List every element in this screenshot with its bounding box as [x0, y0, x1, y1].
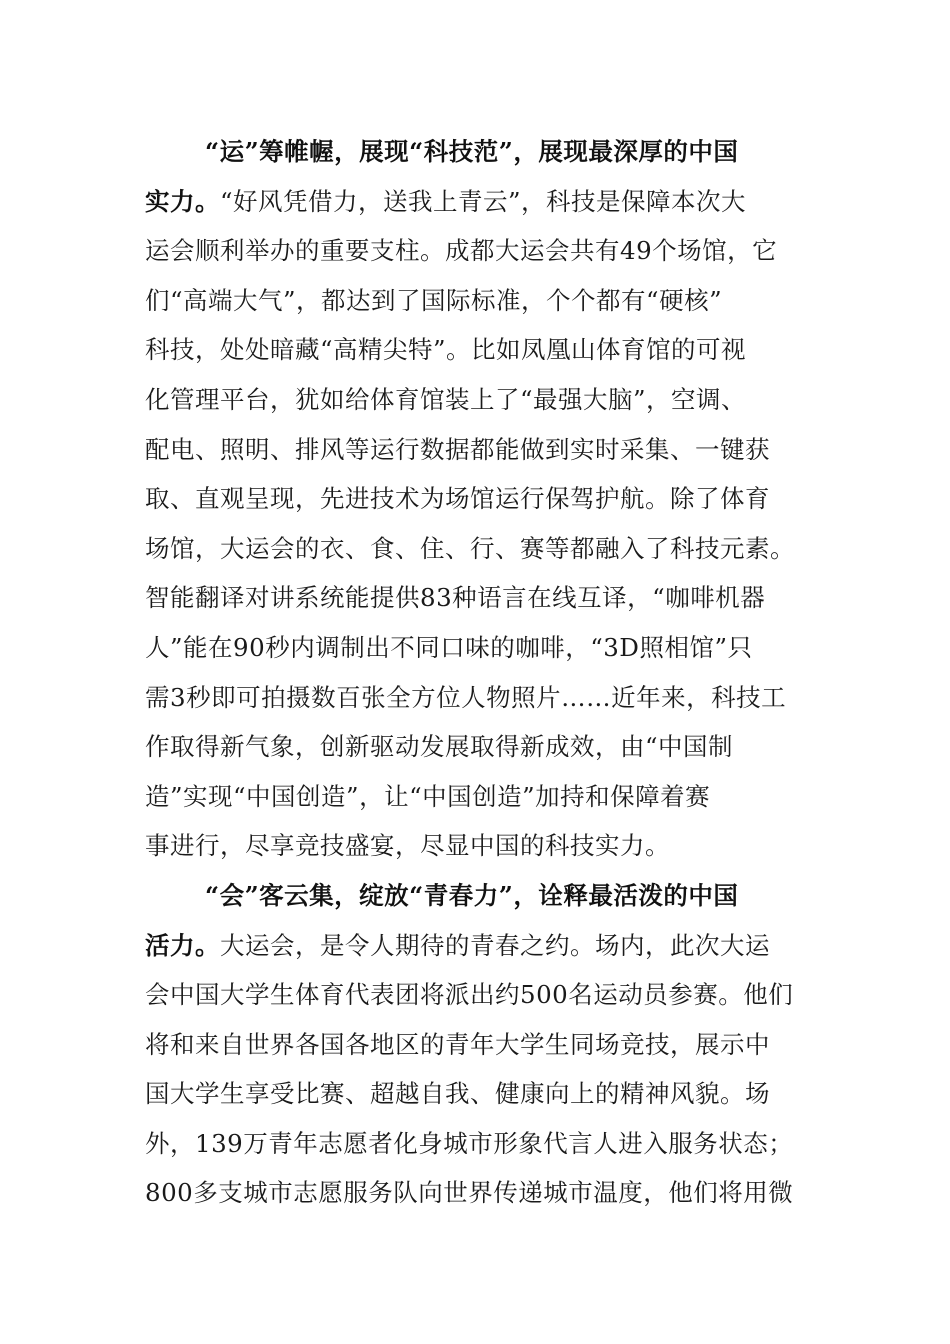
body-text: 配电、照明、排风等运行数据都能做到实时采集、一键获 — [145, 434, 770, 464]
text-line — [145, 1119, 805, 1169]
text-line — [145, 325, 805, 375]
bold-heading: 活力。 — [145, 930, 220, 960]
text-line — [145, 1168, 805, 1218]
body-text: 科技，处处暗藏“高精尖特”。比如凤凰山体育馆的可视 — [145, 335, 747, 365]
body-text: 将和来自世界各国各地区的青年大学生同场竞技，展示中 — [145, 1029, 770, 1059]
text-line — [145, 623, 805, 673]
body-text: 800多支城市志愿服务队向世界传递城市温度，他们将用微 — [145, 1178, 794, 1208]
text-line — [145, 425, 805, 475]
text-line — [145, 276, 805, 326]
text-line — [145, 524, 805, 574]
text-line — [145, 474, 805, 524]
body-text: 运会顺利举办的重要支柱。成都大运会共有49个场馆，它 — [145, 236, 778, 266]
paragraph-technology — [145, 127, 805, 871]
text-line — [145, 970, 805, 1020]
text-line — [145, 821, 805, 871]
text-line — [145, 226, 805, 276]
body-text: 取、直观呈现，先进技术为场馆运行保驾护航。除了体育 — [145, 484, 770, 514]
bold-heading: “会”客云集，绽放“青春力”，诠释最活泼的中国 — [205, 880, 739, 910]
bold-heading: “运”筹帷幄，展现“科技范”，展现最深厚的中国 — [205, 137, 739, 166]
body-text: 人”能在90秒内调制出不同口味的咖啡，“3D照相馆”只 — [145, 632, 753, 662]
text-line — [145, 177, 805, 227]
body-text: 会中国大学生体育代表团将派出约500名运动员参赛。他们 — [145, 980, 794, 1010]
text-line — [145, 772, 805, 822]
body-text: 作取得新气象，创新驱动发展取得新成效，由“中国制 — [145, 732, 734, 762]
body-text: 造”实现“中国创造”，让“中国创造”加持和保障着赛 — [145, 781, 711, 811]
body-text: 需3秒即可拍摄数百张全方位人物照片……近年来，科技工 — [145, 682, 787, 712]
body-text: 们“高端大气”，都达到了国际标准，个个都有“硬核” — [145, 285, 723, 315]
text-line — [145, 573, 805, 623]
text-line — [145, 722, 805, 772]
body-text: 国大学生享受比赛、超越自我、健康向上的精神风貌。场 — [145, 1079, 770, 1109]
bold-heading: 实力。 — [145, 186, 220, 216]
article-body — [145, 127, 805, 1218]
text-line — [145, 1069, 805, 1119]
body-text: “好风凭借力，送我上青云”，科技是保障本次大 — [220, 186, 747, 216]
body-text: 外，139万青年志愿者化身城市形象代言人进入服务状态； — [145, 1128, 794, 1158]
body-text: 智能翻译对讲系统能提供83种语言在线互译，“咖啡机器 — [145, 583, 766, 613]
text-line — [145, 921, 805, 971]
paragraph-youth — [145, 871, 805, 1218]
text-line — [145, 375, 805, 425]
body-text: 事进行，尽享竞技盛宴，尽显中国的科技实力。 — [145, 831, 670, 861]
body-text: 大运会，是令人期待的青春之约。场内，此次大运 — [220, 930, 770, 960]
body-text: 化管理平台，犹如给体育馆装上了“最强大脑”，空调、 — [145, 384, 747, 414]
text-line — [145, 673, 805, 723]
text-line — [145, 127, 805, 177]
text-line — [145, 871, 805, 921]
text-line — [145, 1020, 805, 1070]
body-text: 场馆，大运会的衣、食、住、行、赛等都融入了科技元素。 — [145, 533, 795, 563]
